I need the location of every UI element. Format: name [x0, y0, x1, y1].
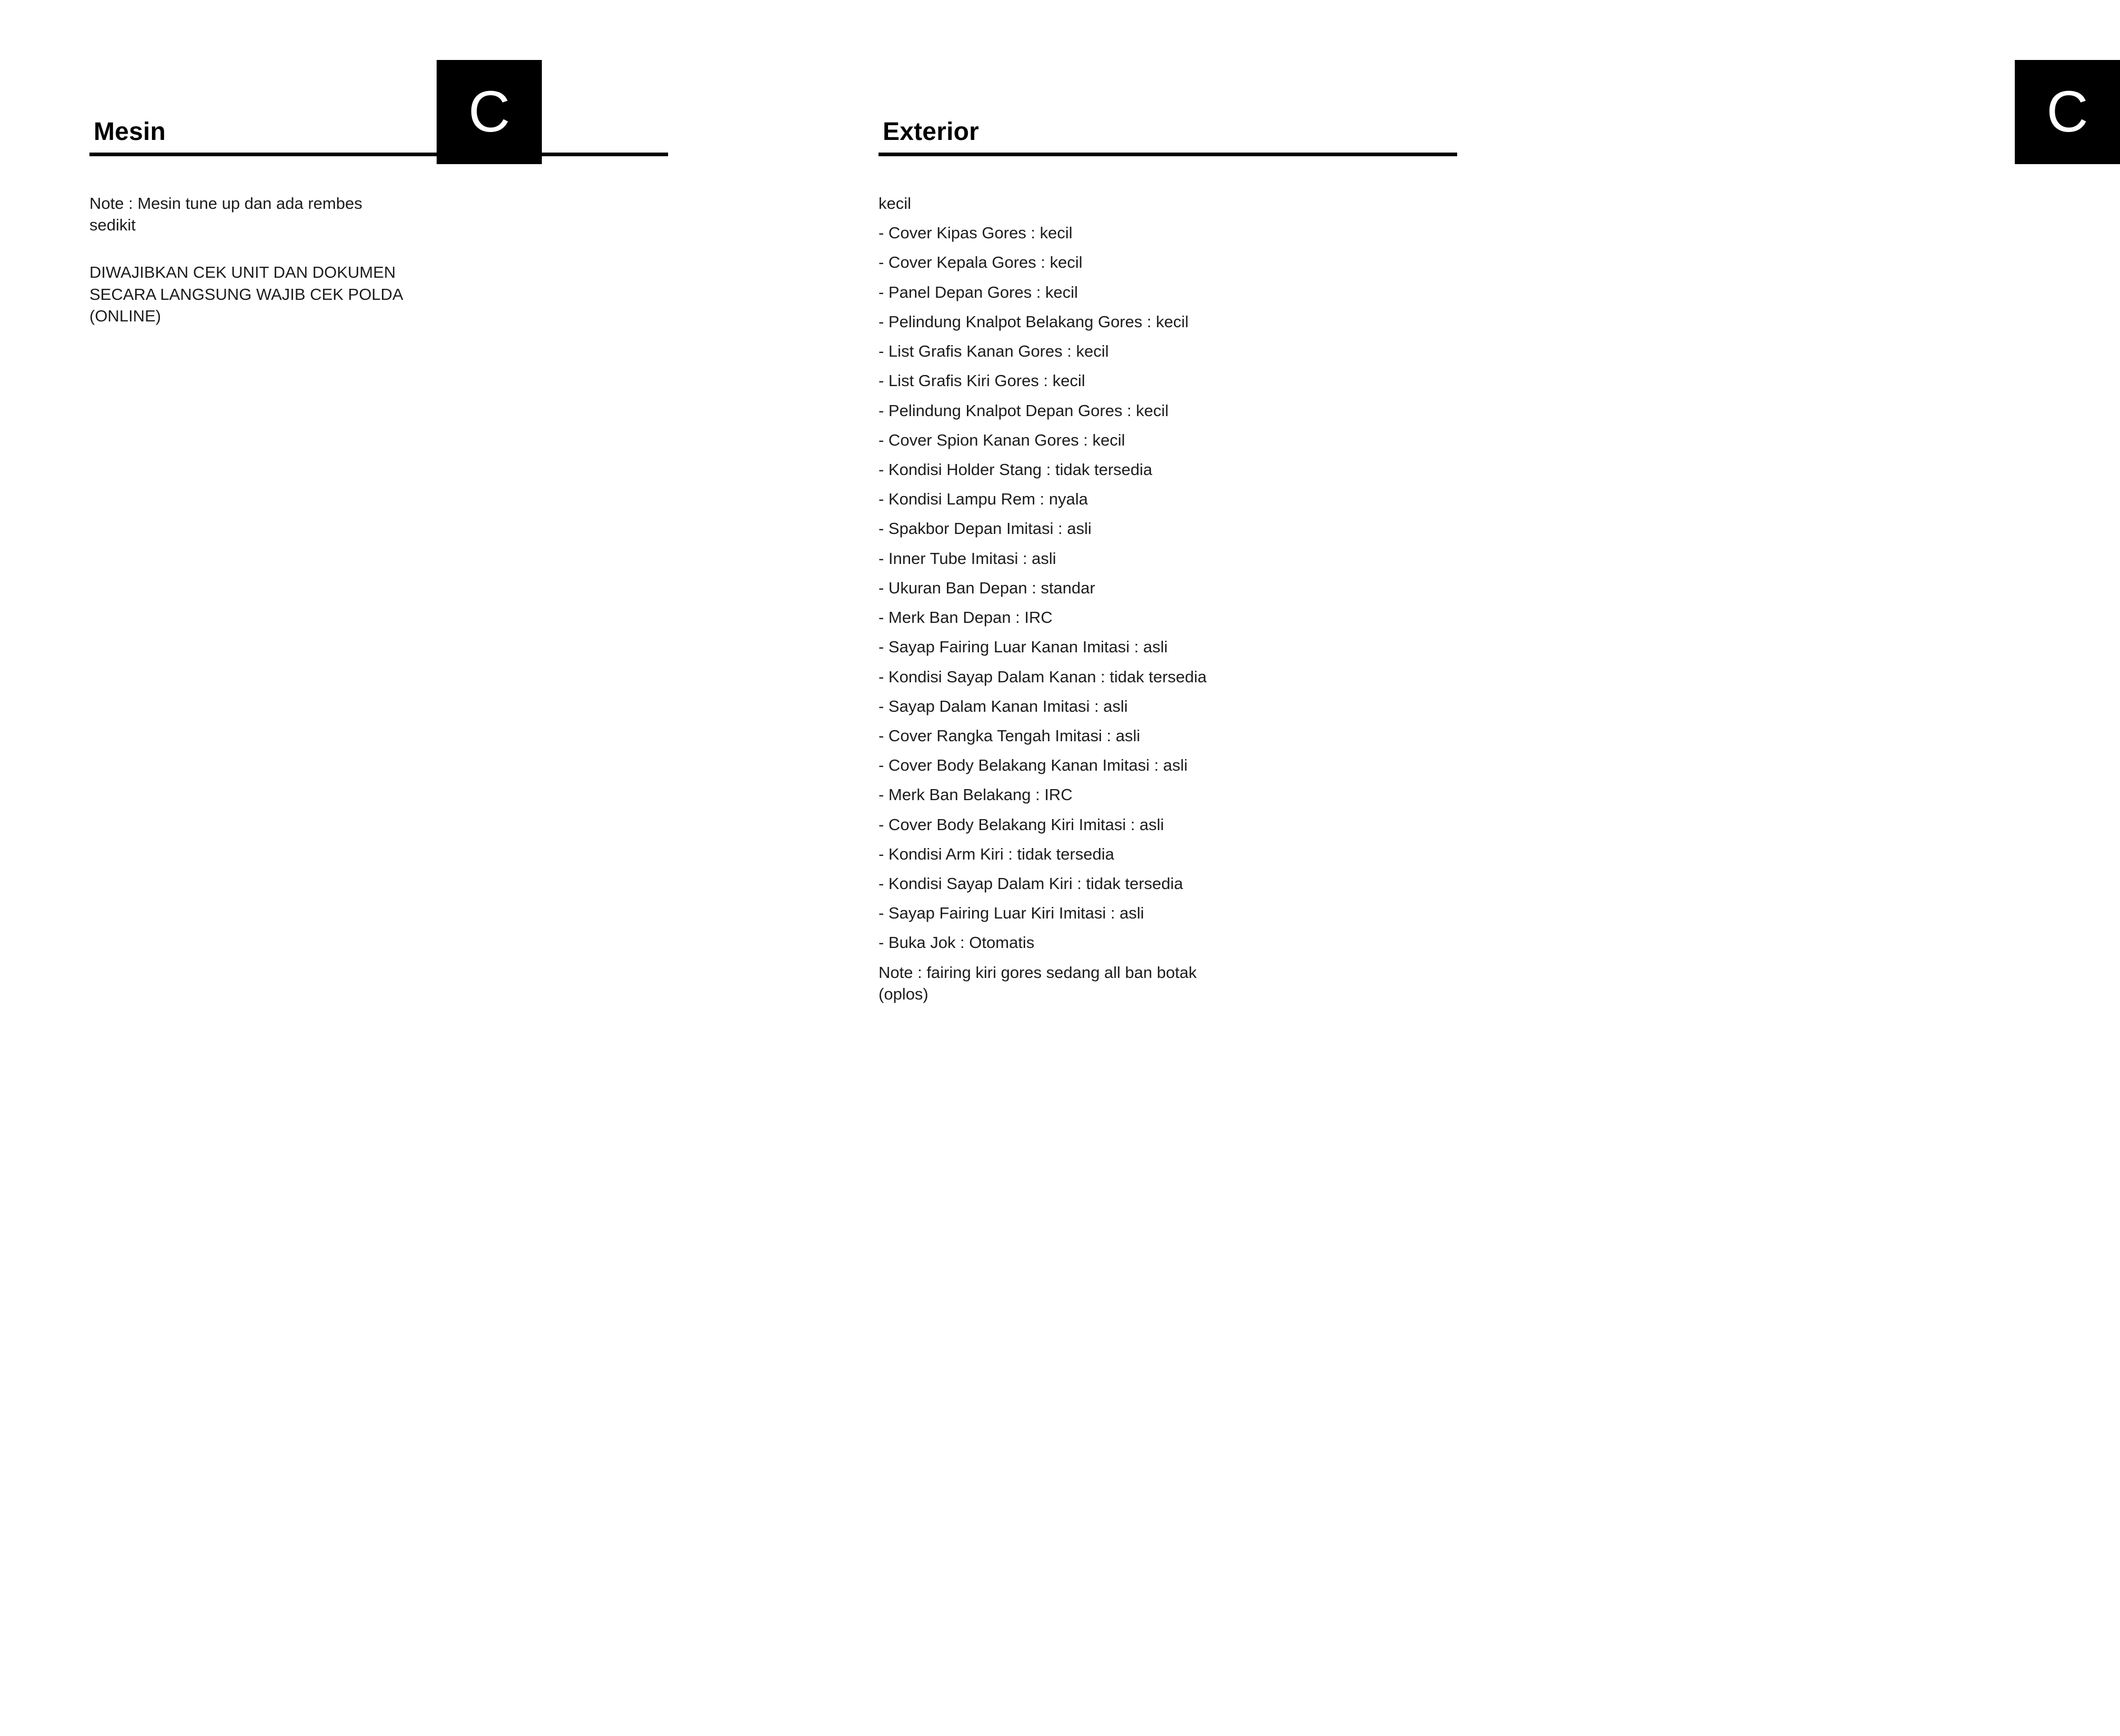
list-item: - Cover Body Belakang Kiri Imitasi : asli — [879, 815, 1164, 834]
list-item: - List Grafis Kanan Gores : kecil — [879, 342, 1109, 361]
list-item: - Cover Kipas Gores : kecil — [879, 224, 1073, 243]
list-item: - Pelindung Knalpot Belakang Gores : kecil — [879, 312, 1189, 331]
mesin-note-2: DIWAJIBKAN CEK UNIT DAN DOKUMEN SECARA LANGSUNG WAJIB CEK POLDA (ONLINE) — [89, 263, 402, 325]
list-item: - Sayap Fairing Luar Kiri Imitasi : asli — [879, 904, 1144, 923]
list-item: - List Grafis Kiri Gores : kecil — [879, 371, 1085, 390]
exterior-note: Note : fairing kiri gores sedang all ban botak (oplos) — [879, 963, 1197, 1003]
section-mesin — [89, 74, 668, 335]
list-item: - Pelindung Knalpot Depan Gores : kecil — [879, 401, 1169, 420]
list-item: - Inner Tube Imitasi : asli — [879, 549, 1056, 568]
mesin-note-spacer — [89, 244, 668, 261]
exterior-header-rule — [879, 153, 1457, 156]
list-item: - Spakbor Depan Imitasi : asli — [879, 519, 1092, 538]
mesin-note-1: Note : Mesin tune up dan ada rembes sedikit — [89, 194, 362, 235]
list-item: - Merk Ban Belakang : IRC — [879, 785, 1073, 804]
mesin-section-title: Mesin — [94, 118, 166, 146]
section-exterior — [879, 74, 2088, 1013]
mesin-grade-letter: C — [468, 79, 510, 144]
list-item: - Panel Depan Gores : kecil — [879, 282, 1078, 301]
list-item: - Kondisi Sayap Dalam Kiri : tidak tersedia — [879, 874, 1183, 893]
exterior-section-header — [879, 74, 2088, 189]
exterior-grade-badge — [2015, 60, 2120, 164]
mesin-section-header — [89, 74, 668, 189]
exterior-items-list — [879, 193, 1457, 1005]
exterior-grade-letter: C — [2046, 79, 2088, 144]
exterior-section-title: Exterior — [883, 118, 980, 146]
exterior-continuation-text: kecil — [879, 194, 912, 213]
list-item: - Kondisi Lampu Rem : nyala — [879, 490, 1088, 509]
mesin-header-rule — [89, 153, 668, 156]
mesin-grade-badge — [437, 60, 542, 164]
list-item: - Cover Spion Kanan Gores : kecil — [879, 430, 1125, 449]
list-item: - Kondisi Holder Stang : tidak tersedia — [879, 460, 1153, 479]
list-item: - Kondisi Sayap Dalam Kanan : tidak tersedia — [879, 667, 1207, 686]
list-item: - Cover Kepala Gores : kecil — [879, 253, 1083, 272]
list-item: - Buka Jok : Otomatis — [879, 933, 1035, 952]
mesin-notes-list — [89, 193, 668, 327]
list-item: - Merk Ban Depan : IRC — [879, 608, 1053, 627]
list-item: - Kondisi Arm Kiri : tidak tersedia — [879, 844, 1114, 863]
list-item: - Sayap Dalam Kanan Imitasi : asli — [879, 697, 1128, 715]
list-item: - Cover Rangka Tengah Imitasi : asli — [879, 726, 1140, 745]
list-item: - Sayap Fairing Luar Kanan Imitasi : asli — [879, 638, 1168, 657]
list-item: - Ukuran Ban Depan : standar — [879, 578, 1095, 597]
list-item: - Cover Body Belakang Kanan Imitasi : asli — [879, 756, 1188, 775]
